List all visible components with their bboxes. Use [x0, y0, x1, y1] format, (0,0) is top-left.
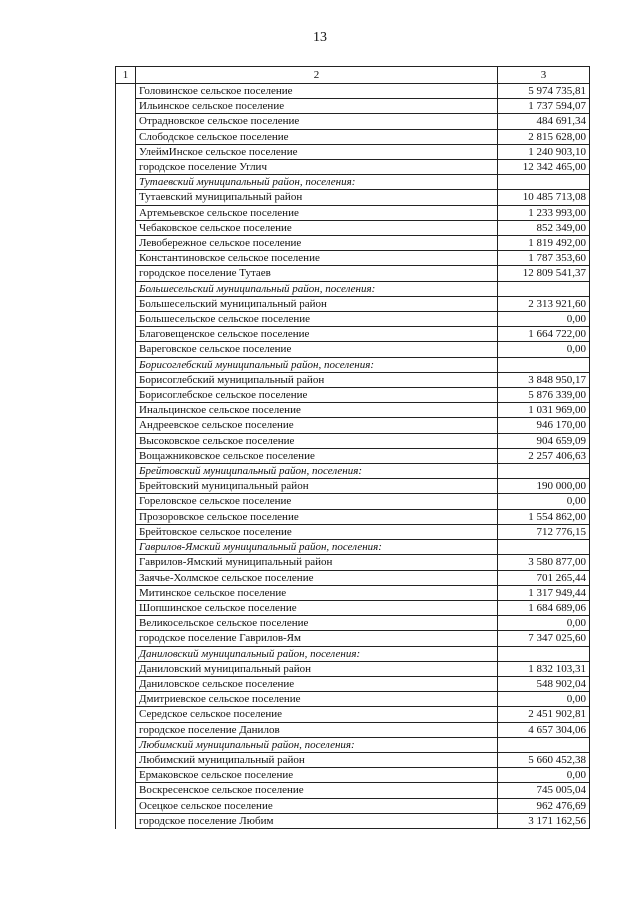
settlement-name-cell: Середское сельское поселение [136, 707, 498, 722]
section-header-row [116, 737, 590, 752]
amount-cell: 1 832 103,31 [498, 661, 590, 676]
settlement-name-cell: Вареговское сельское поселение [136, 342, 498, 357]
amount-cell: 548 902,04 [498, 676, 590, 691]
row-index-cell [116, 342, 136, 357]
amount-cell: 484 691,34 [498, 114, 590, 129]
amount-cell: 4 657 304,06 [498, 722, 590, 737]
table-row [116, 251, 590, 266]
table-row [116, 600, 590, 615]
settlement-name-cell: Константиновское сельское поселение [136, 251, 498, 266]
amount-cell: 946 170,00 [498, 418, 590, 433]
settlement-name-cell: Ермаковское сельское поселение [136, 768, 498, 783]
table-row [116, 798, 590, 813]
row-index-cell [116, 676, 136, 691]
amount-cell: 1 737 594,07 [498, 99, 590, 114]
table-row [116, 372, 590, 387]
settlement-name-cell: Великосельское сельское поселение [136, 616, 498, 631]
amount-cell: 712 776,15 [498, 524, 590, 539]
settlement-name-cell: Дмитриевское сельское поселение [136, 692, 498, 707]
amount-cell: 2 257 406,63 [498, 448, 590, 463]
row-index-cell [116, 296, 136, 311]
amount-cell: 852 349,00 [498, 220, 590, 235]
table-row [116, 236, 590, 251]
settlement-name-cell: Брейтовское сельское поселение [136, 524, 498, 539]
section-header-row [116, 281, 590, 296]
amount-cell: 10 485 713,08 [498, 190, 590, 205]
table-row [116, 160, 590, 175]
budget-table [115, 66, 590, 829]
amount-cell: 1 787 353,60 [498, 251, 590, 266]
amount-cell [498, 646, 590, 661]
section-title-cell: Гаврилов-Ямский муниципальный район, поселения: [136, 540, 498, 555]
amount-cell: 0,00 [498, 312, 590, 327]
table-row [116, 388, 590, 403]
section-header-row [116, 175, 590, 190]
amount-cell: 5 660 452,38 [498, 752, 590, 767]
amount-cell [498, 281, 590, 296]
table-row [116, 327, 590, 342]
table-row [116, 570, 590, 585]
amount-cell: 2 815 628,00 [498, 129, 590, 144]
amount-cell: 1 819 492,00 [498, 236, 590, 251]
amount-cell: 0,00 [498, 692, 590, 707]
settlement-name-cell: Высоковское сельское поселение [136, 433, 498, 448]
amount-cell: 1 031 969,00 [498, 403, 590, 418]
row-index-cell [116, 524, 136, 539]
row-index-cell [116, 464, 136, 479]
section-title-cell: Брейтовский муниципальный район, поселения: [136, 464, 498, 479]
row-index-cell [116, 251, 136, 266]
table-row [116, 190, 590, 205]
table-row [116, 296, 590, 311]
table-row [116, 114, 590, 129]
amount-cell [498, 464, 590, 479]
row-index-cell [116, 509, 136, 524]
table-row [116, 509, 590, 524]
settlement-name-cell: городское поселение Гаврилов-Ям [136, 631, 498, 646]
row-index-cell [116, 190, 136, 205]
row-index-cell [116, 722, 136, 737]
row-index-cell [116, 175, 136, 190]
table-row [116, 524, 590, 539]
settlement-name-cell: Большесельское сельское поселение [136, 312, 498, 327]
settlement-name-cell: Ильинское сельское поселение [136, 99, 498, 114]
row-index-cell [116, 312, 136, 327]
amount-cell: 12 342 465,00 [498, 160, 590, 175]
settlement-name-cell: Гореловское сельское поселение [136, 494, 498, 509]
row-index-cell [116, 494, 136, 509]
table-header-row [116, 67, 590, 84]
table-row [116, 494, 590, 509]
row-index-cell [116, 205, 136, 220]
row-index-cell [116, 707, 136, 722]
amount-cell: 0,00 [498, 342, 590, 357]
table-row [116, 266, 590, 281]
settlement-name-cell: Осецкое сельское поселение [136, 798, 498, 813]
table-row [116, 342, 590, 357]
row-index-cell [116, 752, 136, 767]
amount-cell: 2 313 921,60 [498, 296, 590, 311]
settlement-name-cell: Тутаевский муниципальный район [136, 190, 498, 205]
amount-cell: 3 848 950,17 [498, 372, 590, 387]
settlement-name-cell: Любимский муниципальный район [136, 752, 498, 767]
amount-cell: 12 809 541,37 [498, 266, 590, 281]
row-index-cell [116, 798, 136, 813]
amount-cell: 904 659,09 [498, 433, 590, 448]
settlement-name-cell: Благовещенское сельское поселение [136, 327, 498, 342]
table-row [116, 84, 590, 99]
row-index-cell [116, 692, 136, 707]
amount-cell: 3 171 162,56 [498, 813, 590, 828]
row-index-cell [116, 448, 136, 463]
table-row [116, 752, 590, 767]
settlement-name-cell: Артемьевское сельское поселение [136, 205, 498, 220]
table-row [116, 448, 590, 463]
section-header-row [116, 540, 590, 555]
row-index-cell [116, 585, 136, 600]
row-index-cell [116, 114, 136, 129]
settlement-name-cell: Вощажниковское сельское поселение [136, 448, 498, 463]
row-index-cell [116, 646, 136, 661]
row-index-cell [116, 661, 136, 676]
row-index-cell [116, 555, 136, 570]
table-row [116, 205, 590, 220]
amount-cell: 1 233 993,00 [498, 205, 590, 220]
row-index-cell [116, 813, 136, 828]
table-row [116, 433, 590, 448]
column-header-3: 3 [498, 67, 590, 84]
row-index-cell [116, 783, 136, 798]
table-row [116, 722, 590, 737]
column-header-1: 1 [116, 67, 136, 84]
settlement-name-cell: Инальцинское сельское поселение [136, 403, 498, 418]
row-index-cell [116, 220, 136, 235]
amount-cell: 0,00 [498, 494, 590, 509]
settlement-name-cell: Чебаковское сельское поселение [136, 220, 498, 235]
section-header-row [116, 357, 590, 372]
amount-cell: 5 876 339,00 [498, 388, 590, 403]
settlement-name-cell: Даниловское сельское поселение [136, 676, 498, 691]
row-index-cell [116, 600, 136, 615]
amount-cell: 1 240 903,10 [498, 144, 590, 159]
settlement-name-cell: городское поселение Данилов [136, 722, 498, 737]
row-index-cell [116, 768, 136, 783]
section-header-row [116, 646, 590, 661]
section-header-row [116, 464, 590, 479]
settlement-name-cell: Воскресенское сельское поселение [136, 783, 498, 798]
row-index-cell [116, 266, 136, 281]
table-row [116, 783, 590, 798]
settlement-name-cell: Борисоглебский муниципальный район [136, 372, 498, 387]
table-row [116, 418, 590, 433]
settlement-name-cell: Головинское сельское поселение [136, 84, 498, 99]
settlement-name-cell: Митинское сельское поселение [136, 585, 498, 600]
amount-cell [498, 357, 590, 372]
section-title-cell: Тутаевский муниципальный район, поселения: [136, 175, 498, 190]
row-index-cell [116, 236, 136, 251]
row-index-cell [116, 357, 136, 372]
section-title-cell: Большесельский муниципальный район, поселения: [136, 281, 498, 296]
table-row [116, 813, 590, 828]
row-index-cell [116, 129, 136, 144]
row-index-cell [116, 479, 136, 494]
table-row [116, 129, 590, 144]
settlement-name-cell: Прозоровское сельское поселение [136, 509, 498, 524]
settlement-name-cell: городское поселение Тутаев [136, 266, 498, 281]
table-row [116, 403, 590, 418]
settlement-name-cell: УлеймИнское сельское поселение [136, 144, 498, 159]
amount-cell: 2 451 902,81 [498, 707, 590, 722]
settlement-name-cell: Левобережное сельское поселение [136, 236, 498, 251]
settlement-name-cell: Отрадновское сельское поселение [136, 114, 498, 129]
row-index-cell [116, 540, 136, 555]
amount-cell: 1 317 949,44 [498, 585, 590, 600]
section-title-cell: Борисоглебский муниципальный район, поселения: [136, 357, 498, 372]
settlement-name-cell: Слободское сельское поселение [136, 129, 498, 144]
column-header-2: 2 [136, 67, 498, 84]
row-index-cell [116, 160, 136, 175]
row-index-cell [116, 281, 136, 296]
table-row [116, 220, 590, 235]
amount-cell: 1 554 862,00 [498, 509, 590, 524]
table-row [116, 707, 590, 722]
table-row [116, 99, 590, 114]
amount-cell: 701 265,44 [498, 570, 590, 585]
settlement-name-cell: городское поселение Любим [136, 813, 498, 828]
settlement-name-cell: Брейтовский муниципальный район [136, 479, 498, 494]
table-row [116, 555, 590, 570]
row-index-cell [116, 327, 136, 342]
row-index-cell [116, 144, 136, 159]
amount-cell: 0,00 [498, 616, 590, 631]
row-index-cell [116, 433, 136, 448]
page-number: 13 [313, 30, 327, 45]
amount-cell: 190 000,00 [498, 479, 590, 494]
table-row [116, 585, 590, 600]
table-row [116, 692, 590, 707]
settlement-name-cell: Заячье-Холмское сельское поселение [136, 570, 498, 585]
amount-cell: 1 664 722,00 [498, 327, 590, 342]
row-index-cell [116, 388, 136, 403]
row-index-cell [116, 631, 136, 646]
section-title-cell: Любимский муниципальный район, поселения: [136, 737, 498, 752]
row-index-cell [116, 737, 136, 752]
amount-cell: 3 580 877,00 [498, 555, 590, 570]
row-index-cell [116, 570, 136, 585]
table-row [116, 631, 590, 646]
amount-cell [498, 540, 590, 555]
amount-cell: 745 005,04 [498, 783, 590, 798]
section-title-cell: Даниловский муниципальный район, поселения: [136, 646, 498, 661]
row-index-cell [116, 403, 136, 418]
amount-cell: 1 684 689,06 [498, 600, 590, 615]
settlement-name-cell: Гаврилов-Ямский муниципальный район [136, 555, 498, 570]
row-index-cell [116, 99, 136, 114]
amount-cell: 7 347 025,60 [498, 631, 590, 646]
row-index-cell [116, 372, 136, 387]
settlement-name-cell: Большесельский муниципальный район [136, 296, 498, 311]
table-row [116, 661, 590, 676]
settlement-name-cell: Даниловский муниципальный район [136, 661, 498, 676]
row-index-cell [116, 418, 136, 433]
amount-cell: 962 476,69 [498, 798, 590, 813]
amount-cell [498, 175, 590, 190]
settlement-name-cell: Шопшинское сельское поселение [136, 600, 498, 615]
table-row [116, 616, 590, 631]
table-row [116, 768, 590, 783]
table-row [116, 479, 590, 494]
amount-cell [498, 737, 590, 752]
table-row [116, 144, 590, 159]
settlement-name-cell: городское поселение Углич [136, 160, 498, 175]
settlement-name-cell: Андреевское сельское поселение [136, 418, 498, 433]
amount-cell: 0,00 [498, 768, 590, 783]
table-row [116, 312, 590, 327]
amount-cell: 5 974 735,81 [498, 84, 590, 99]
row-index-cell [116, 616, 136, 631]
row-index-cell [116, 84, 136, 99]
table-row [116, 676, 590, 691]
settlement-name-cell: Борисоглебское сельское поселение [136, 388, 498, 403]
